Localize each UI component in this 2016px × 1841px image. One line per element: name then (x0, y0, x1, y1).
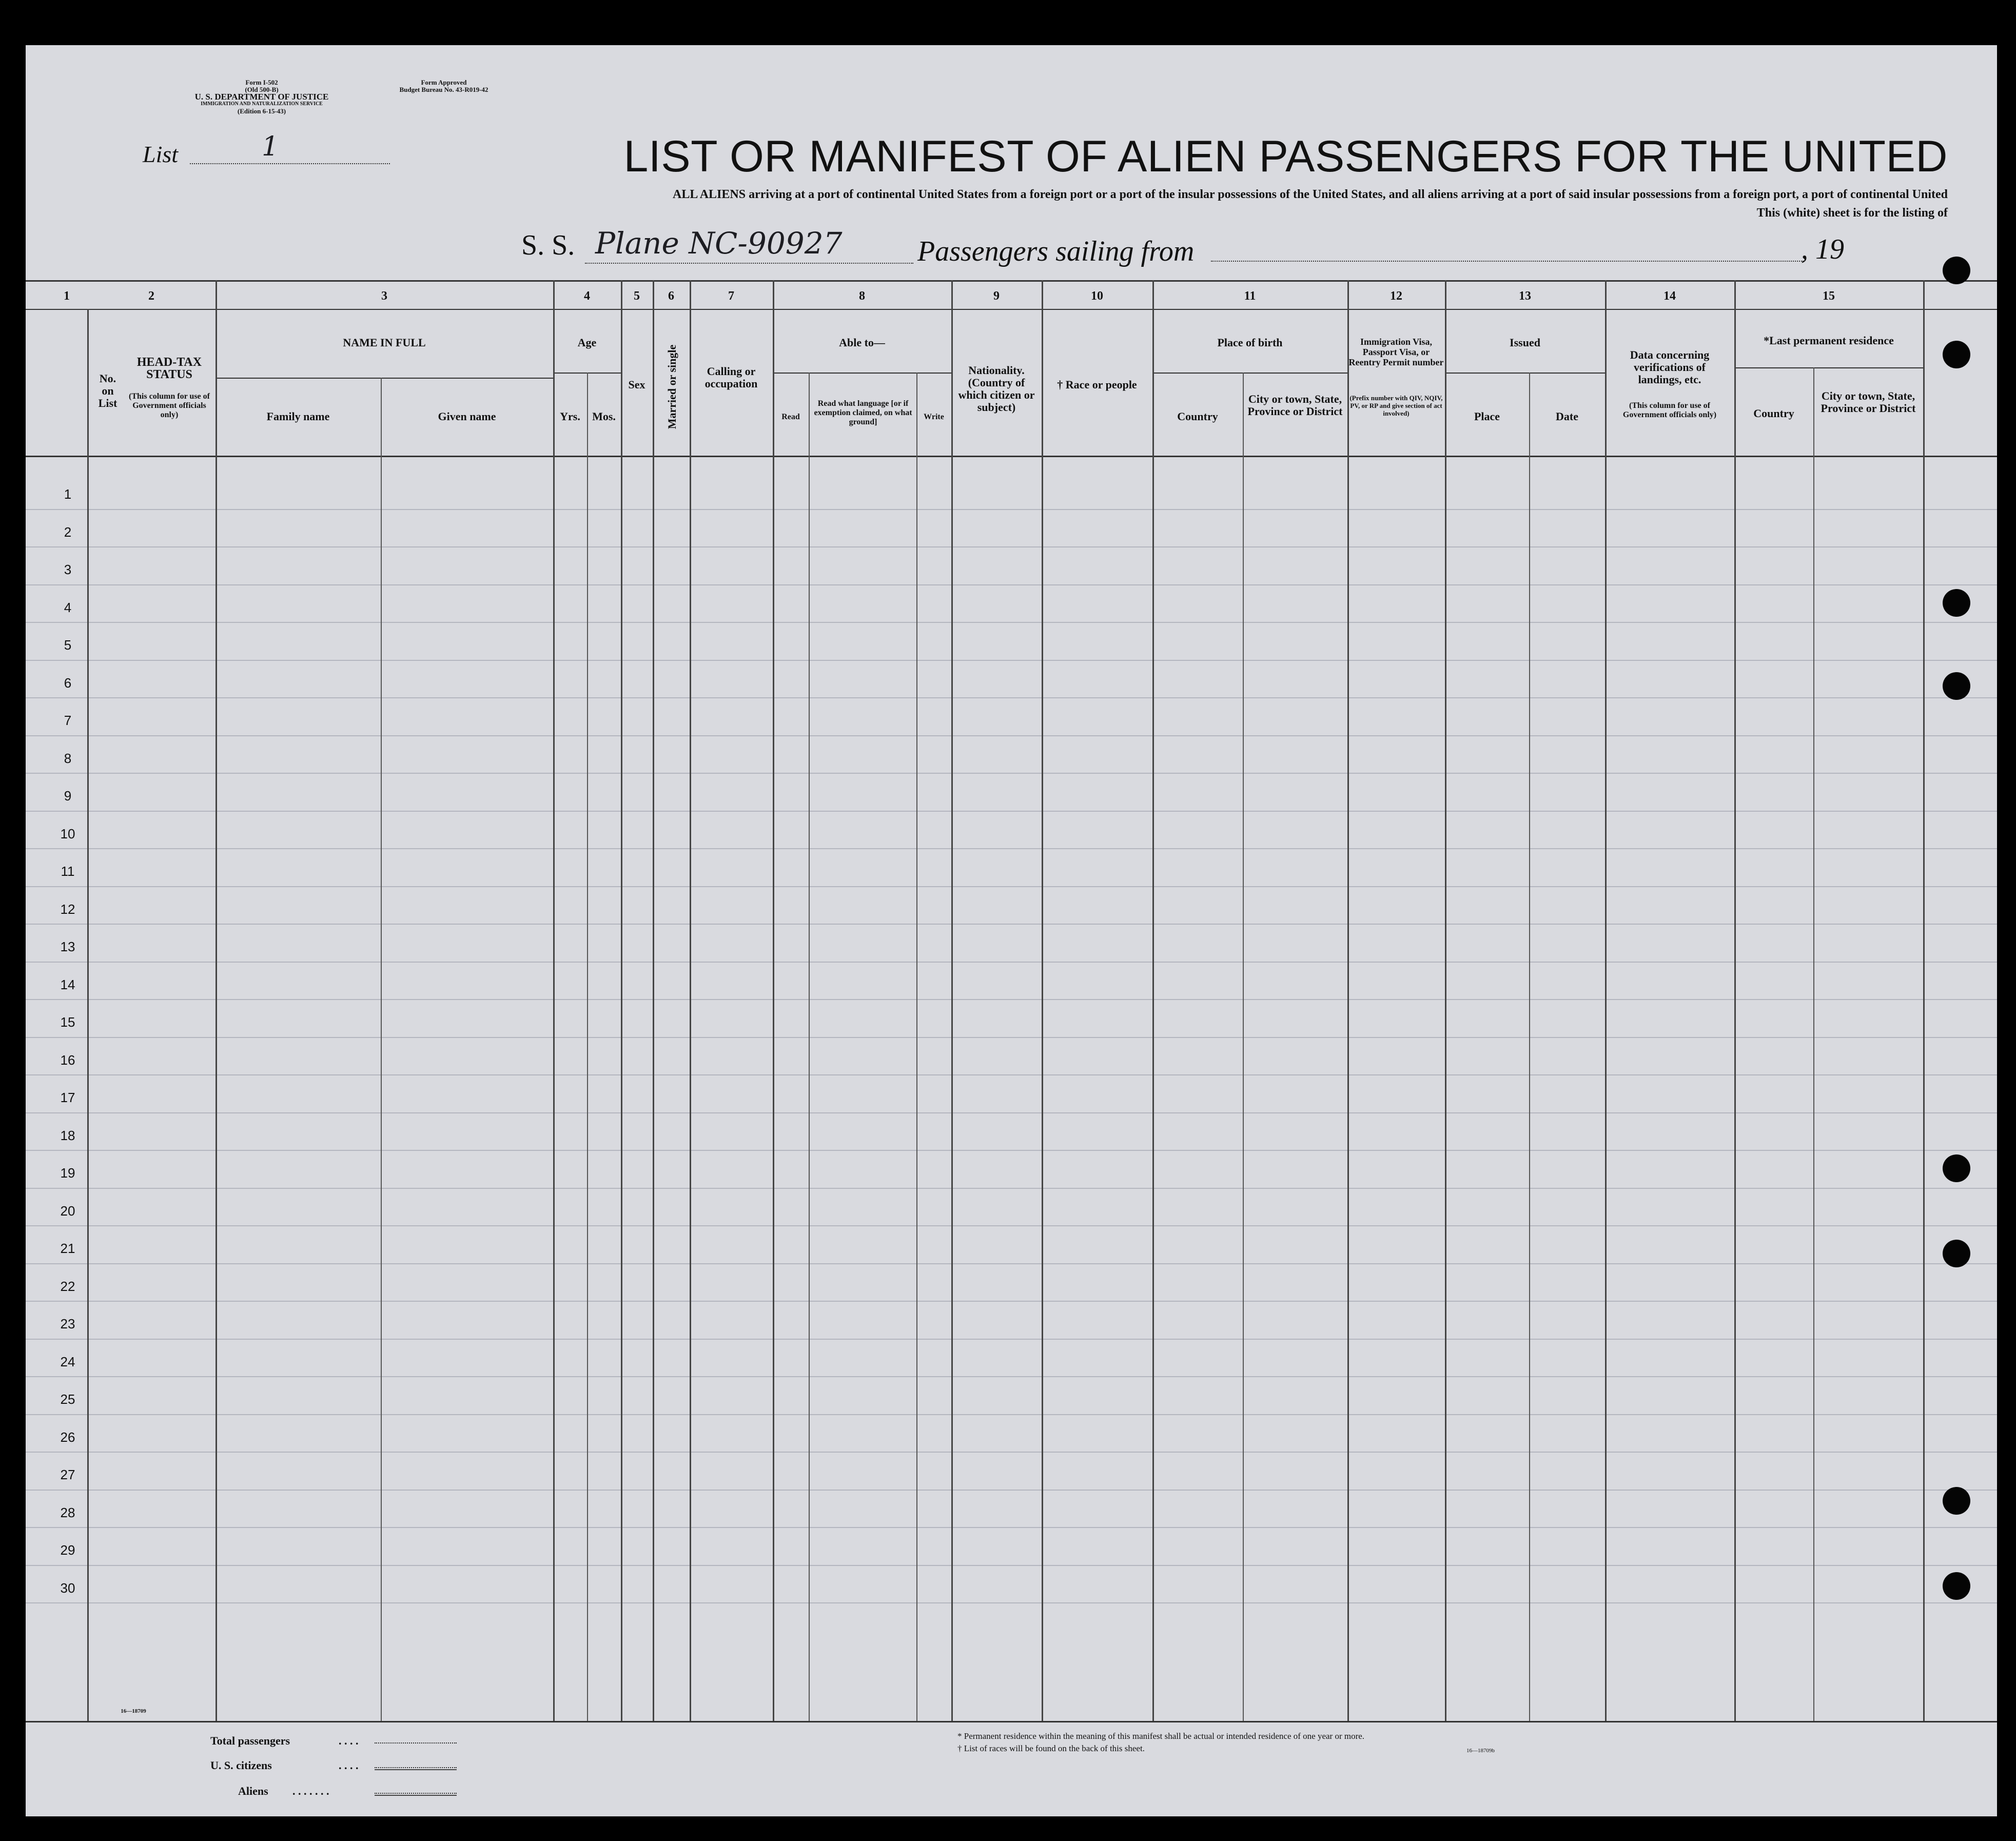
header-place-of-birth: Place of birth (1217, 336, 1283, 349)
col-number-12: 12 (1390, 289, 1402, 303)
punch-hole (1943, 257, 1970, 284)
aliens-underline (375, 1795, 457, 1796)
row-line (26, 1150, 1997, 1151)
header-residence-city: City or town, State, Province or District (1821, 389, 1916, 415)
footnote-residence: * Permanent residence within the meaning of this manifest shall be actual or intended residence of one year or more. (957, 1731, 1365, 1741)
col-divider-12 (1445, 280, 1446, 1721)
header-age-mos: Mos. (592, 410, 616, 423)
budget-number: Budget Bureau No. 43-R019-42 (399, 86, 488, 93)
row-line (26, 1188, 1997, 1189)
header-issued: Issued (1510, 336, 1540, 349)
row-number: 17 (60, 1090, 75, 1105)
manifest-sheet: Form I-502 (Old 500-B) U. S. DEPARTMENT OF JUSTICE IMMIGRATION AND NATURALIZATION SERVICE (Edition 6-15-43) Form Approved Budget Bureau No. 43-R019-42 List 1 LIST OR MANIFEST OF ALIEN PASSENGERS FOR THE UNITED ALL ALIENS arriving at a port of continental United States from a foreign port or a port of the insular possessions of the United States, and all aliens arriving at a port of said insular possessions from a foreign port, a port of continental United This (white) sheet is for the listing of S. S. Plane NC-90927 Passengers sailing from , 19 1 2 3 4 5 6 7 8 9 10 11 12 13 14 15 16 17 18 19 20 21 22 23 24 25 26 27 28 29 30 1 2 3 4 5 6 7 8 9 10 11 12 13 14 15 No. on List HEAD-TAX STATUS (This column for use of Government officials only) NAME IN FULL Family name Given name Age Yrs. Mos. Sex Married or single Calling or occupation Able to— Read Read what language [or if exemption claimed, on what ground] Write Nationality. (Country of which citizen or subject) † Race or people Place of birth Country City or town, State, Province or District Immigration Visa, Passport Visa, or Reentry Permit number (Prefix number with QIV, NQIV, PV, or RP and give section of act involved) Issued Place Date Data concerning verifications of landings, etc. (This column for use of Government officials only) *Last permanent residence Country City or town, State, Province or District 16—18709 Total passengers . . . . U. S. citizens . . . . Aliens . . . . . . . * Permanent residence within the meaning of this manifest shall be actual or intended residence of one year or more. † List of races will be found on the back of this sheet. 16—18709b (26, 45, 1997, 1816)
row-line (26, 1527, 1997, 1528)
col-number-4: 4 (584, 289, 590, 303)
row-line (26, 1414, 1997, 1415)
row-number: 13 (60, 939, 75, 954)
col-divider-11 (1347, 280, 1349, 1721)
sailing-from-field[interactable] (1211, 260, 1591, 262)
department-name: U. S. DEPARTMENT OF JUSTICE (194, 92, 329, 102)
approval-label: Form Approved (421, 79, 467, 86)
header-data-verification: Data concerning verifications of landings, etc. (1630, 348, 1710, 386)
col-divider-15 (1923, 280, 1925, 1721)
header-write: Write (924, 413, 944, 421)
footnote-races: † List of races will be found on the back of this sheet. (957, 1744, 1145, 1753)
row-number: 11 (61, 864, 75, 879)
header-family-name: Family name (266, 410, 330, 423)
manifest-table (26, 280, 1997, 1728)
col-divider-6 (690, 280, 691, 1721)
row-line (26, 924, 1997, 925)
col-number-6: 6 (668, 289, 674, 303)
punch-hole (1943, 1240, 1970, 1267)
header-issued-place: Place (1474, 410, 1500, 423)
form-number: Form I-502 (245, 79, 278, 86)
year-prefix: , 19 (1801, 233, 1844, 265)
header-birth-city: City or town, State, Province or District (1247, 393, 1343, 418)
row-number: 7 (64, 713, 72, 728)
col-divider-8a (809, 373, 810, 1721)
row-number: 16 (60, 1052, 75, 1068)
row-line (26, 999, 1997, 1000)
row-line (26, 886, 1997, 887)
row-number: 10 (60, 826, 75, 841)
header-age-yrs: Yrs. (560, 410, 580, 423)
col-number-8: 8 (859, 289, 865, 303)
row-number: 23 (60, 1316, 75, 1331)
header-name-in-full: NAME IN FULL (343, 336, 426, 349)
row-line (26, 811, 1997, 812)
row-number: 9 (64, 788, 72, 804)
row-number: 3 (64, 562, 72, 577)
col-number-13: 13 (1519, 289, 1531, 303)
row-number: 15 (60, 1014, 75, 1030)
punch-hole (1943, 1154, 1970, 1182)
row-number: 22 (60, 1278, 75, 1294)
ship-name-handwritten: Plane NC-90927 (595, 226, 843, 261)
header-age: Age (577, 336, 597, 349)
header-last-residence: *Last permanent residence (1764, 334, 1894, 347)
col-divider-14 (1734, 280, 1736, 1721)
edition-date: (Edition 6-15-43) (237, 107, 286, 115)
col-number-2: 2 (148, 289, 154, 303)
row-line (26, 622, 1997, 623)
us-citizens-field[interactable] (375, 1766, 457, 1768)
us-citizens-label: U. S. citizens (210, 1759, 272, 1772)
punch-hole (1943, 341, 1970, 368)
row-line (26, 509, 1997, 510)
list-label: List (143, 141, 179, 167)
sailing-from-label: Passengers sailing from (917, 236, 1195, 267)
header-given-name: Given name (438, 410, 496, 423)
header-visa-note: (Prefix number with QIV, NQIV, PV, or RP and give section of act involved) (1349, 394, 1443, 417)
col-number-15: 15 (1823, 289, 1835, 303)
header-sex: Sex (628, 378, 645, 391)
row-number: 12 (60, 901, 75, 917)
row-line (26, 1602, 1997, 1603)
sailing-date-field[interactable] (1588, 260, 1804, 262)
row-number: 24 (60, 1354, 75, 1369)
row-line (26, 546, 1997, 547)
header-calling: Calling or occupation (704, 365, 758, 390)
row-number: 29 (60, 1542, 75, 1558)
row-line (26, 735, 1997, 736)
row-number: 18 (60, 1127, 75, 1143)
row-number: 30 (60, 1580, 75, 1596)
row-line (26, 1490, 1997, 1491)
col-divider-10 (1152, 280, 1154, 1721)
us-citizens-underline (375, 1769, 457, 1770)
header-able-to: Able to— (839, 336, 885, 349)
header-head-tax: HEAD-TAX STATUS (136, 356, 202, 381)
ship-name-field[interactable] (585, 262, 913, 264)
row-number: 28 (60, 1504, 75, 1520)
col-divider-2 (216, 280, 217, 1721)
header-married-single: Married or single (666, 344, 678, 429)
aliens-label: Aliens (238, 1785, 268, 1797)
row-number: 27 (60, 1467, 75, 1482)
col-divider-3a (381, 378, 382, 1721)
header-no-on-list: No. on List (98, 372, 118, 409)
form-identifier (149, 79, 375, 115)
row-number: 4 (64, 599, 72, 615)
row-number: 20 (60, 1203, 75, 1219)
list-number-handwritten: 1 (262, 131, 279, 162)
col-number-11: 11 (1244, 289, 1256, 303)
old-form-number: (Old 500-B) (245, 86, 279, 93)
aliens-field[interactable] (375, 1792, 457, 1794)
header-issued-date: Date (1556, 410, 1578, 423)
rows-layer (26, 280, 1997, 1721)
header-head-tax-note: (This column for use of Government officials only) (129, 392, 210, 419)
punch-hole (1943, 589, 1970, 617)
header-birth-country: Country (1177, 410, 1218, 423)
row-number: 19 (60, 1165, 75, 1181)
row-line (26, 1301, 1997, 1302)
col-number-5: 5 (634, 289, 640, 303)
row-number: 8 (64, 750, 72, 766)
col-divider-1 (87, 309, 89, 1721)
ship-prefix: S. S. (521, 229, 575, 261)
col-divider-8 (951, 280, 953, 1721)
header-data-verification-note: (This column for use of Government officials only) (1622, 401, 1717, 419)
col-divider-4a (587, 373, 588, 1721)
list-number-field[interactable] (190, 162, 390, 164)
table-bottom-border (26, 1721, 1997, 1722)
col-divider-11a (1243, 373, 1244, 1721)
col-divider-13 (1605, 280, 1607, 1721)
service-name: IMMIGRATION AND NATURALIZATION SERVICE (201, 101, 323, 107)
subtitle-line-2: This (white) sheet is for the listing of (1756, 206, 1948, 220)
col-divider-7 (773, 280, 774, 1721)
row-line (26, 1037, 1997, 1038)
col-divider-3 (553, 280, 555, 1721)
header-visa: Immigration Visa, Passport Visa, or Reentry Permit number (1348, 337, 1444, 367)
row-number: 25 (60, 1392, 75, 1407)
punch-hole (1943, 1487, 1970, 1515)
header-read: Read (781, 413, 800, 421)
row-number: 21 (60, 1241, 75, 1256)
subtitle-line-1: ALL ALIENS arriving at a port of continental United States from a foreign port or a port of the insular possessions of the United States, and all aliens arriving at a port of said insular possessions from a foreign port, a port of continental United (673, 188, 1948, 201)
row-line (26, 1112, 1997, 1113)
row-line (26, 848, 1997, 849)
col-divider-13a (1529, 373, 1530, 1721)
page-title: LIST OR MANIFEST OF ALIEN PASSENGERS FOR THE UNITED (623, 132, 1948, 181)
col-divider-8b (916, 373, 917, 1721)
col-number-10: 10 (1091, 289, 1103, 303)
print-code-left: 16—18709 (121, 1708, 146, 1714)
header-residence-country: Country (1753, 407, 1794, 420)
row-line (26, 1339, 1997, 1340)
row-line (26, 1452, 1997, 1453)
header-nationality: Nationality. (Country of which citizen or subject) (958, 364, 1035, 414)
row-line (26, 1225, 1997, 1226)
col-number-3: 3 (381, 289, 387, 303)
row-line (26, 660, 1997, 661)
col-number-7: 7 (728, 289, 734, 303)
col-divider-5 (653, 280, 654, 1721)
row-number: 6 (64, 675, 72, 691)
row-number: 5 (64, 637, 72, 653)
row-number: 2 (64, 524, 72, 540)
print-code-right: 16—18709b (1466, 1748, 1495, 1754)
row-line (26, 1074, 1997, 1075)
row-line (26, 697, 1997, 698)
row-number: 1 (64, 486, 72, 502)
total-passengers-field[interactable] (375, 1741, 457, 1744)
col-divider-4 (621, 280, 622, 1721)
row-number: 14 (60, 976, 75, 992)
form-approval (359, 79, 529, 93)
row-line (26, 1565, 1997, 1566)
total-passengers-label: Total passengers (210, 1734, 290, 1747)
row-line (26, 1263, 1997, 1264)
col-number-9: 9 (993, 289, 1000, 303)
col-number-14: 14 (1663, 289, 1676, 303)
row-line (26, 1376, 1997, 1377)
row-line (26, 773, 1997, 774)
row-number: 26 (60, 1429, 75, 1445)
row-line (26, 962, 1997, 963)
header-race: † Race or people (1057, 378, 1137, 391)
col-divider-15a (1813, 367, 1814, 1721)
row-line (26, 584, 1997, 585)
header-read-language: Read what language [or if exemption claimed, on what ground] (814, 399, 912, 426)
punch-hole (1943, 1572, 1970, 1600)
punch-hole (1943, 672, 1970, 700)
col-number-1: 1 (64, 289, 70, 303)
col-divider-9 (1042, 280, 1043, 1721)
